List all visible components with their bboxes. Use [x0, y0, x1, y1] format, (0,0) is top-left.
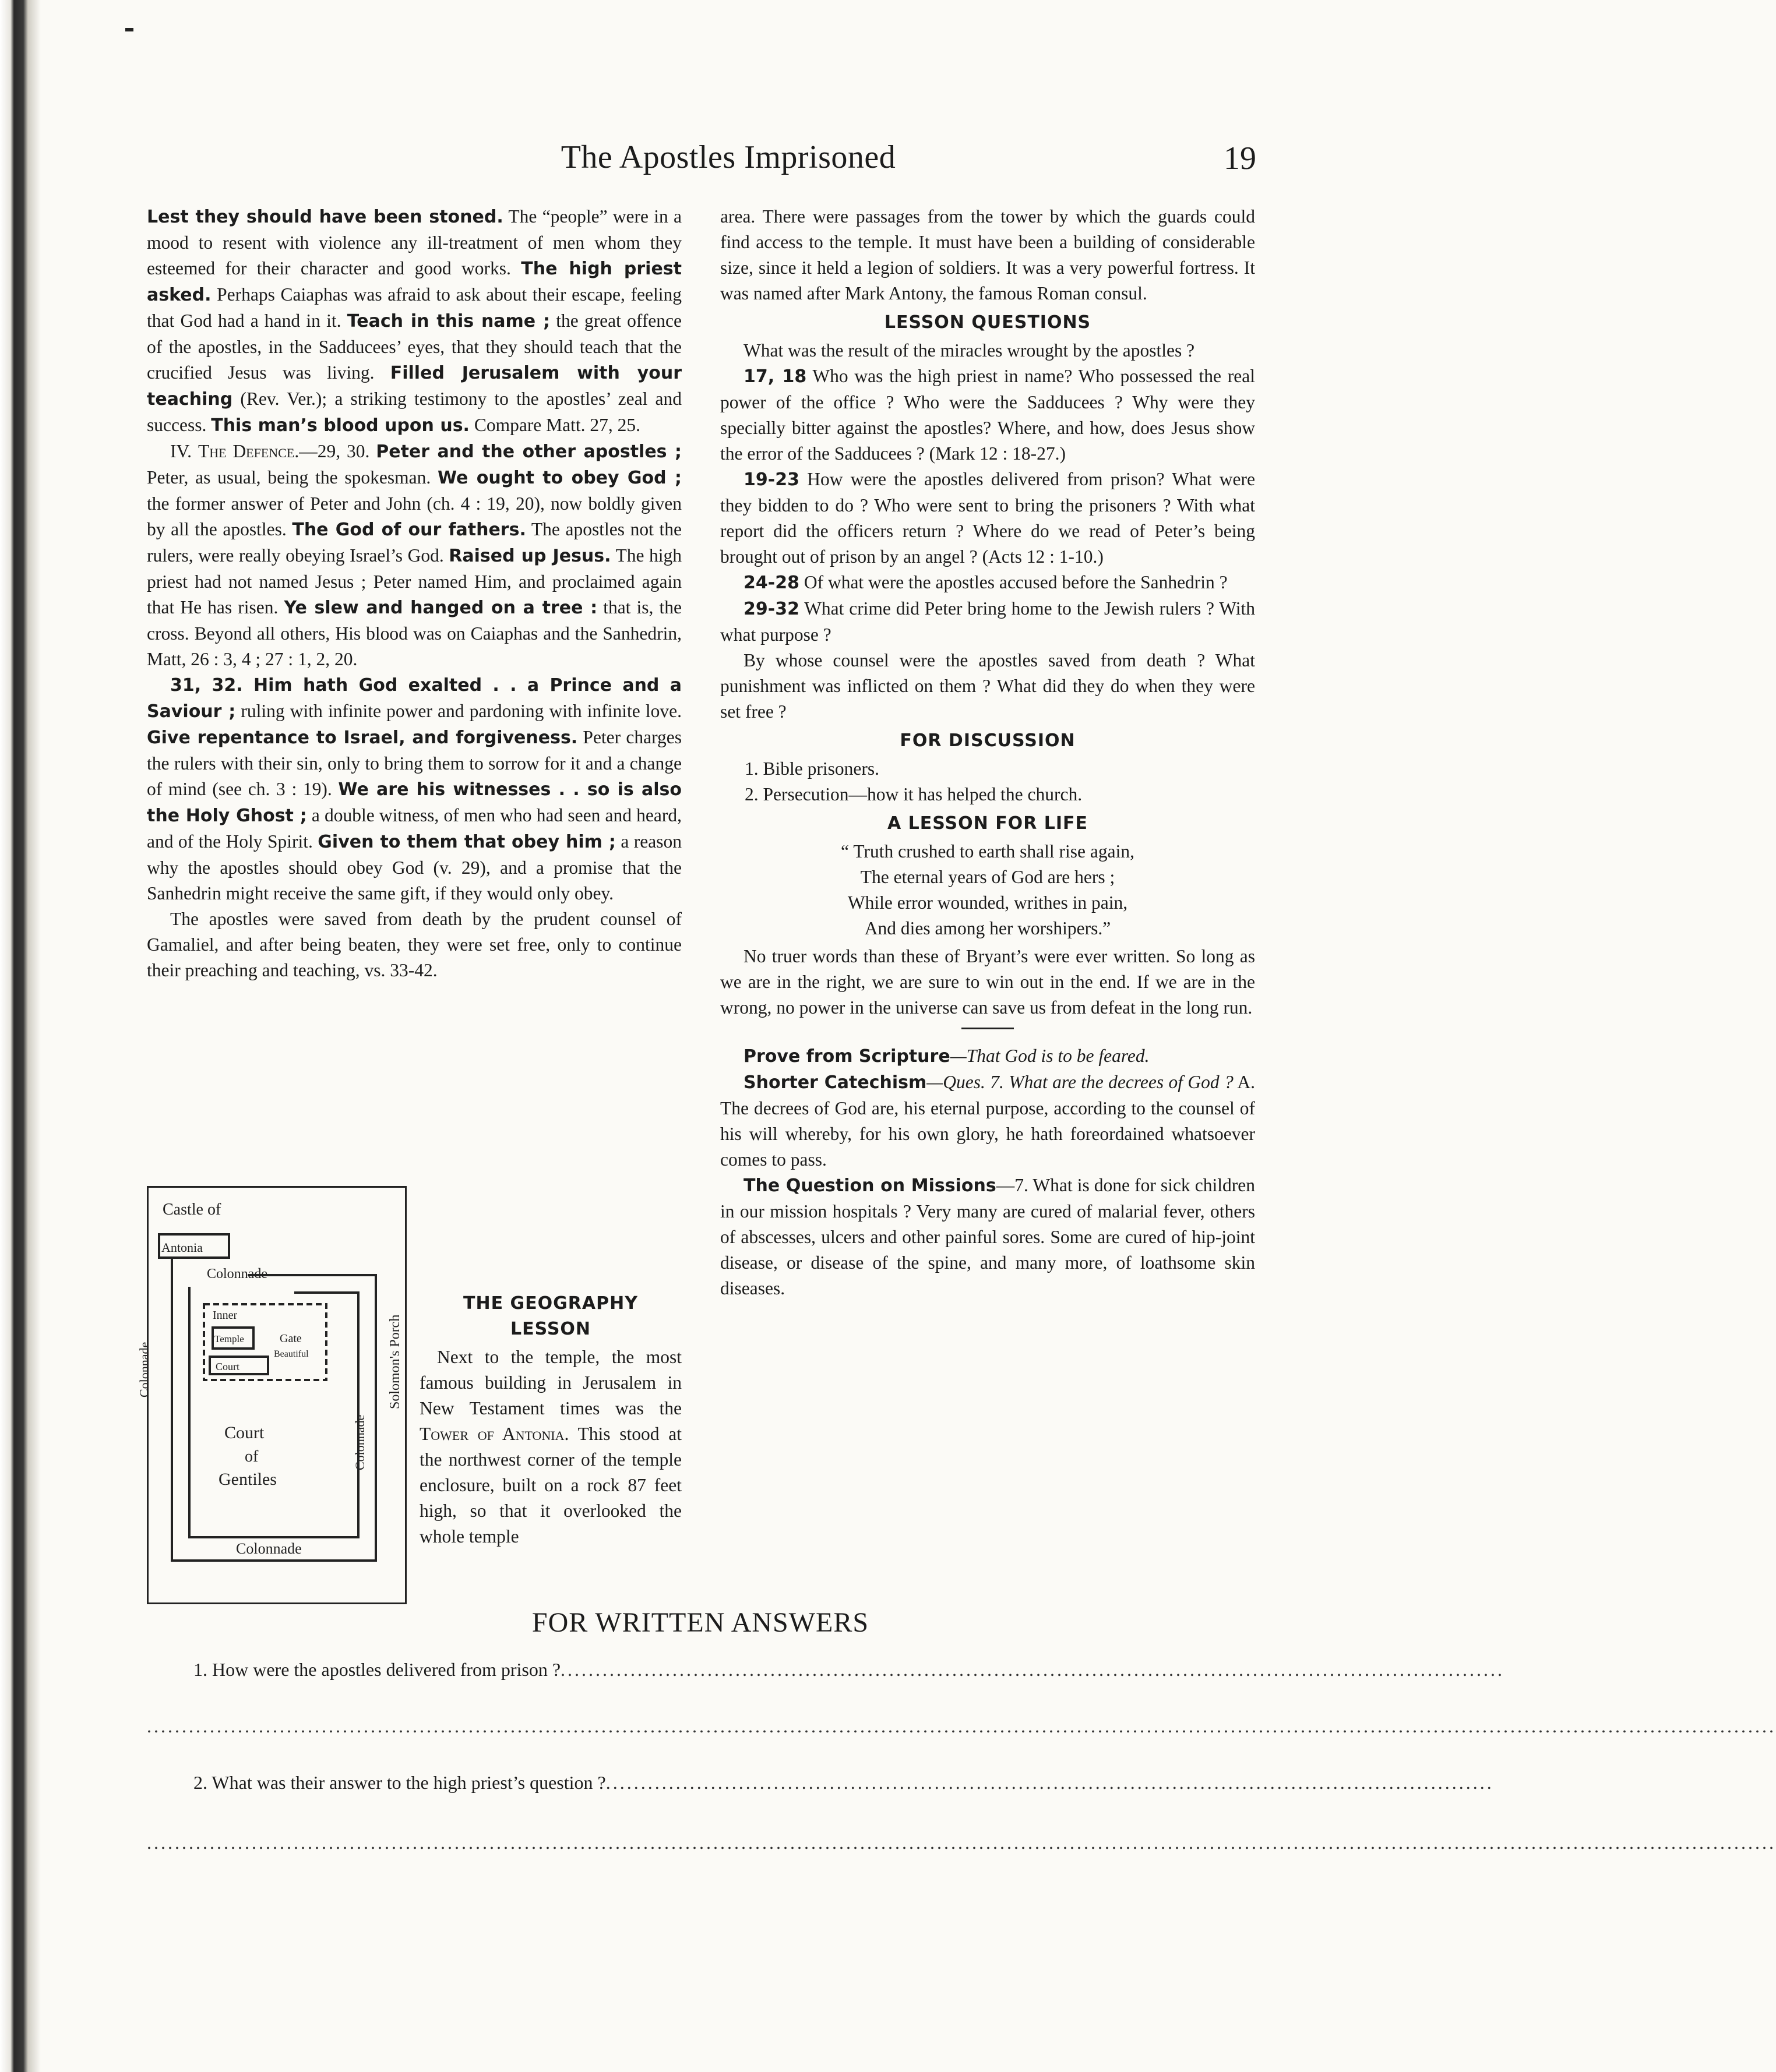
question-paragraph	[720, 467, 1255, 570]
verse-ref: 24-28	[743, 573, 799, 593]
commentary-paragraph: The apostles were saved from death by the prudent counsel of Gamaliel, and after being beaten, they were set free, only to continue their preaching and teaching, vs. 33-42.	[147, 909, 682, 980]
commentary-text: .—29, 30.	[294, 441, 376, 461]
question-text: 2. What was their answer to the high priest’s question ?	[193, 1772, 606, 1793]
map-label-colonnade-left: Colonnade	[137, 1342, 151, 1397]
commentary-text: (Rev. Ver.); a striking testimony to the apostles’ zeal and success.	[147, 389, 682, 435]
temple-map	[137, 1186, 407, 1604]
written-question-2	[147, 1772, 1494, 1794]
list-item: 1. Bible prisoners.	[745, 758, 879, 779]
commentary-text: the former answer of Peter and John (ch. 4 : 19, 20), now boldly given by all the apostles.	[147, 493, 682, 539]
page-number: 19	[1224, 140, 1256, 177]
question-paragraph: What was the result of the miracles wrought by the apostles ?	[743, 340, 1195, 361]
commentary-text: Peter charges the rulers with their sin, only to bring them to sorrow for it and a change of mind (see ch. 3 : 19).	[147, 727, 682, 799]
map-label-castle: Castle of	[163, 1201, 221, 1219]
commentary-paragraph	[147, 672, 682, 906]
catechism-answer: A. The decrees of God are, his eternal purpose, according to the counsel of his will whereby, for his own glory, he hath foreordained whatsoever comes to pass.	[720, 1072, 1255, 1170]
commentary-phrase: Raised up Jesus.	[449, 546, 611, 566]
question-paragraph	[720, 570, 1255, 596]
written-answers-title: FOR WRITTEN ANSWERS	[531, 1607, 869, 1638]
map-label-colonnade-top: Colonnade	[207, 1266, 267, 1282]
catechism-label: Shorter Catechism	[743, 1072, 927, 1093]
commentary-paragraph	[147, 439, 682, 672]
commentary-phrase: Peter and the other apostles ;	[376, 442, 682, 462]
page-title: The Apostles Imprisoned	[561, 139, 896, 175]
commentary-phrase: Given to them that obey him ;	[318, 832, 616, 852]
question-paragraph: By whose counsel were the apostles saved from death ? What punishment was inflicted on them ? What did they do when they were set free ?	[720, 650, 1255, 722]
map-label-colonnade-bottom: Colonnade	[236, 1540, 302, 1557]
map-label-temple: Temple	[214, 1333, 244, 1344]
verse-ref: 19-23	[743, 470, 799, 490]
commentary-phrase: We are his witnesses . . so is also the Holy Ghost ;	[147, 779, 682, 826]
geography-continued: area. There were passages from the tower by which the guards could find access to the temple. It must have been a building of considerable size, since it held a legion of soldiers. It was a very powerful fortress. It was named after Mark Antony, the famous Roman consul.	[720, 206, 1255, 303]
map-label-antonia: Antonia	[161, 1240, 203, 1255]
list-item: 2. Persecution—how it has helped the church.	[745, 784, 1083, 804]
life-heading: A LESSON FOR LIFE	[887, 813, 1088, 834]
discussion-list	[720, 756, 1255, 807]
divider	[961, 1028, 1014, 1029]
commentary-phrase: We ought to obey God ;	[438, 468, 682, 488]
map-label-court: Court	[224, 1423, 265, 1442]
verse-ref: 17, 18	[743, 366, 807, 387]
commentary-text: The apostles not the rulers, were really obeying Israel’s God.	[147, 519, 682, 566]
catechism-question: —Ques. 7. What are the decrees of God ?	[926, 1072, 1234, 1092]
question-paragraph	[720, 363, 1255, 467]
poem-line: While error wounded, writhes in pain,	[847, 892, 1128, 913]
map-inner-wall	[189, 1287, 358, 1537]
commentary-phrase: The God of our fathers.	[292, 520, 526, 540]
question-paragraph	[720, 596, 1255, 648]
scripture-text: —That God is to be feared.	[950, 1046, 1150, 1066]
commentary-phrase: Filled Jerusalem with your teaching	[147, 363, 682, 410]
life-paragraph: No truer words than these of Bryant’s were ever written. So long as we are in the right, we are sure to win out in the end. If we are in the wrong, no power in the universe can save us from defeat in the long run.	[720, 946, 1255, 1018]
map-label-gentiles: Gentiles	[219, 1470, 277, 1489]
map-label-court-inner: Court	[216, 1361, 240, 1372]
verse-ref: 29-32	[743, 599, 799, 619]
commentary-text: the great offence of the apostles, in the Sadducees’ eyes, that they should teach that the crucified Jesus was living.	[147, 310, 682, 383]
geography-heading: THE GEOGRAPHY LESSON	[463, 1293, 638, 1339]
poem-line: And dies among her worshipers.”	[864, 918, 1111, 938]
commentary-text: Perhaps Caiaphas was afraid to ask about their escape, feeling that God had a hand in it.	[147, 284, 682, 331]
answer-line[interactable]: .........................................................................................................................................................................................................................................	[147, 1832, 1776, 1853]
commentary-phrase: Give repentance to Israel, and forgiveness.	[147, 728, 578, 748]
answer-blank[interactable]: ...............................................................................................................................	[605, 1772, 1494, 1793]
discussion-heading: FOR DISCUSSION	[900, 730, 1076, 751]
question-text: Who was the high priest in name? Who possessed the real power of the office ? Who were the Sadducees ? Why were they specially bitter against the apostles? Where, and how, does Jesus show the error of the Sadducees ? (Mark 12 : 18-27.)	[720, 366, 1255, 464]
map-label-porch: Solomon's Porch	[387, 1314, 403, 1409]
map-label-colonnade-right: Colonnade	[353, 1414, 367, 1470]
question-text: What crime did Peter bring home to the Jewish rulers ? With what purpose ?	[720, 598, 1255, 645]
commentary-text: The high priest had not named Jesus ; Peter named Him, and proclaimed again that He has risen.	[147, 545, 682, 617]
scripture-label: Prove from Scripture	[743, 1046, 950, 1067]
answer-blank[interactable]: .......................................................................................................................................	[561, 1659, 1505, 1680]
map-label-of: of	[245, 1448, 259, 1466]
question-text: Of what were the apostles accused before the Sanhedrin ?	[799, 572, 1228, 592]
commentary-phrase: This man’s blood upon us.	[211, 415, 470, 436]
geography-paragraph	[420, 1344, 682, 1549]
commentary-text: Peter, as usual, being the spokesman.	[147, 467, 438, 488]
commentary-text: a double witness, of men who had seen and heard, and of the Holy Spirit.	[147, 805, 682, 852]
map-label-gate: Gate	[280, 1332, 302, 1345]
answer-line[interactable]: .........................................................................................................................................................................................................................................	[147, 1716, 1776, 1736]
commentary-phrase: Ye slew and hanged on a tree :	[284, 598, 598, 618]
commentary-phrase: Teach in this name ;	[347, 311, 550, 331]
poem	[720, 839, 1255, 941]
written-question-1	[147, 1659, 1505, 1681]
poem-line: “ Truth crushed to earth shall rise again,	[841, 841, 1134, 862]
geography-term: Tower of Antonia	[420, 1424, 565, 1444]
lesson-questions-heading: LESSON QUESTIONS	[884, 312, 1091, 333]
commentary-phrase: Lest they should have been stoned.	[147, 207, 503, 227]
missions-label: The Question on Missions	[743, 1176, 996, 1196]
missions-paragraph	[720, 1173, 1255, 1301]
commentary-text: The “people” were in a mood to resent with violence any ill-treatment of men whom they esteemed for their character and good works.	[147, 206, 682, 278]
map-label-inner: Inner	[213, 1309, 238, 1322]
geography-text: Next to the temple, the most famous building in Jerusalem in New Testament times was the	[420, 1347, 682, 1418]
left-column	[147, 204, 682, 1035]
page-binding-edge	[0, 0, 41, 2072]
geography-column	[420, 1184, 682, 1549]
commentary-text: a reason why the apostles should obey God (v. 29), and a promise that the Sanhedrin might receive the same gift, if they would only obey.	[147, 831, 682, 903]
geography-text: . This stood at the northwest corner of the temple enclosure, built on a rock 87 feet high, so that it overlooked the whole temple	[420, 1424, 682, 1547]
catechism-paragraph	[720, 1069, 1255, 1173]
commentary-text: ruling with infinite power and pardoning with infinite love.	[235, 701, 682, 721]
commentary-text: Compare Matt. 27, 25.	[469, 415, 641, 435]
commentary-phrase: 31, 32. Him hath God exalted . . a Prince and a Saviour ;	[147, 675, 682, 722]
section-number: IV.	[170, 441, 198, 461]
missions-text: —7. What is done for sick children in our mission hospitals ? Very many are cured of malarial fever, others of abscesses, ulcers and other painful sores. Some are cured of hip-joint disease, or disease of the spine, and many more, of loathsome skin diseases.	[720, 1175, 1255, 1298]
commentary-text: that is, the cross. Beyond all others, His blood was on Caiaphas and the Sanhedrin, Matt, 26 : 3, 4 ; 27 : 1, 2, 20.	[147, 597, 682, 669]
section-title: The Defence	[198, 441, 295, 461]
wrap-spacer	[420, 1184, 682, 1287]
poem-line: The eternal years of God are hers ;	[860, 867, 1115, 887]
print-mark	[125, 28, 133, 31]
question-text: 1. How were the apostles delivered from prison ?	[193, 1659, 561, 1680]
right-column	[720, 204, 1255, 1301]
scripture-paragraph	[720, 1043, 1255, 1069]
question-text: How were the apostles delivered from prison? What were they bidden to do ? Who were sent to bring the prisoners ? With what report did the officers return ? Where do we read of Peter’s being brought out of prison by an angel ? (Acts 12 : 1-10.)	[720, 469, 1255, 567]
map-label-beautiful: Beautiful	[274, 1349, 309, 1359]
commentary-phrase: The high priest asked.	[147, 259, 682, 305]
commentary-paragraph	[147, 204, 682, 439]
